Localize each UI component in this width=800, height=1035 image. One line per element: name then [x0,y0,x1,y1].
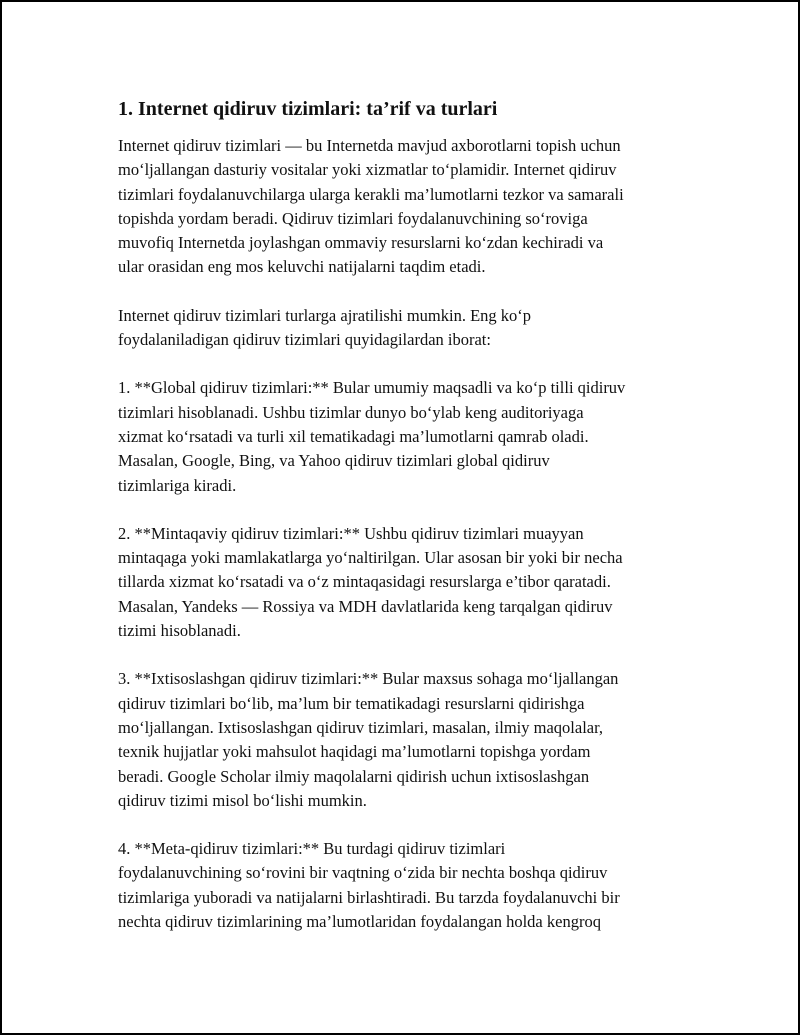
text-line: tizimlari hisoblanadi. Ushbu tizimlar dunyo bo‘ylab keng auditoriyaga [118,402,584,422]
text-line: beradi. Google Scholar ilmiy maqolalarni qidirish uchun ixtisoslashgan [118,766,590,786]
text-line: qidiruv tizimlari bo‘lib, ma’lum bir tematikadagi resurslarni qidirishga [118,693,585,713]
text-line: nechta qidiruv tizimlarining ma’lumotlaridan foydalangan holda kengroq [118,912,601,932]
text-line: ular orasidan eng mos keluvchi natijalarni taqdim etadi. [118,257,486,277]
text-line: Internet qidiruv tizimlari turlarga ajratilishi mumkin. Eng ko‘p [118,305,532,325]
text-line: Internet qidiruv tizimlari — bu Internetda mavjud axborotlarni topish uchun [118,136,621,155]
document-content [118,97,718,958]
text-line: muvofiq Internetda joylashgan ommaviy resurslarni ko‘zdan kechiradi va [118,233,604,253]
text-line: qidiruv tizimi misol bo‘lishi mumkin. [118,790,367,810]
text-line: foydalaniladigan qidiruv tizimlari quyidagilardan iborat: [118,330,491,350]
text-line: xizmat ko‘rsatadi va turli xil tematikadagi ma’lumotlarni qamrab oladi. [118,426,589,446]
text-line: Masalan, Yandeks — Rossiya va MDH davlatlarida keng tarqalgan qidiruv [118,596,613,616]
paragraph-global-search [118,376,718,497]
text-line: Masalan, Google, Bing, va Yahoo qidiruv tizimlari global qidiruv [118,451,550,471]
text-line: tizimlariga kiradi. [118,475,237,495]
text-line: foydalanuvchining so‘rovini bir vaqtning o‘zida bir nechta boshqa qidiruv [118,863,608,883]
paragraph-types-intro [118,304,718,353]
text-line: 3. **Ixtisoslashgan qidiruv tizimlari:** Bular maxsus sohaga mo‘ljallangan [118,669,619,689]
paragraph-definition [118,134,718,280]
text-line: mo‘ljallangan dasturiy vositalar yoki xizmatlar to‘plamidir. Internet qidiruv [118,160,617,180]
text-line: tizimlariga yuboradi va natijalarni birlashtiradi. Bu tarzda foydalanuvchi bir [118,887,620,907]
text-line: tizimlari foydalanuvchilarga ularga kerakli ma’lumotlarni tezkor va samarali [118,184,624,204]
section-heading: 1. Internet qidiruv tizimlari: ta’rif va turlari [118,98,498,120]
paragraph-regional-search [118,522,718,643]
text-line: 1. **Global qidiruv tizimlari:** Bular umumiy maqsadli va ko‘p tilli qidiruv [118,378,626,398]
text-line: tillarda xizmat ko‘rsatadi va o‘z mintaqasidagi resurslarga e’tibor qaratadi. [118,572,611,592]
text-line: 4. **Meta-qidiruv tizimlari:** Bu turdagi qidiruv tizimlari [118,839,506,859]
text-line: tizimi hisoblanadi. [118,621,241,641]
text-line: mintaqaga yoki mamlakatlarga yo‘naltirilgan. Ular asosan bir yoki bir necha [118,548,623,568]
text-line: 2. **Mintaqaviy qidiruv tizimlari:** Ushbu qidiruv tizimlari muayyan [118,523,584,543]
paragraph-meta-search [118,837,718,934]
text-line: mo‘ljallangan. Ixtisoslashgan qidiruv tizimlari, masalan, ilmiy maqolalar, [118,717,604,737]
text-line: topishda yordam beradi. Qidiruv tizimlari foydalanuvchining so‘roviga [118,208,588,228]
text-line: texnik hujjatlar yoki mahsulot haqidagi ma’lumotlarni topishga yordam [118,742,591,762]
paragraph-specialized-search [118,667,718,813]
